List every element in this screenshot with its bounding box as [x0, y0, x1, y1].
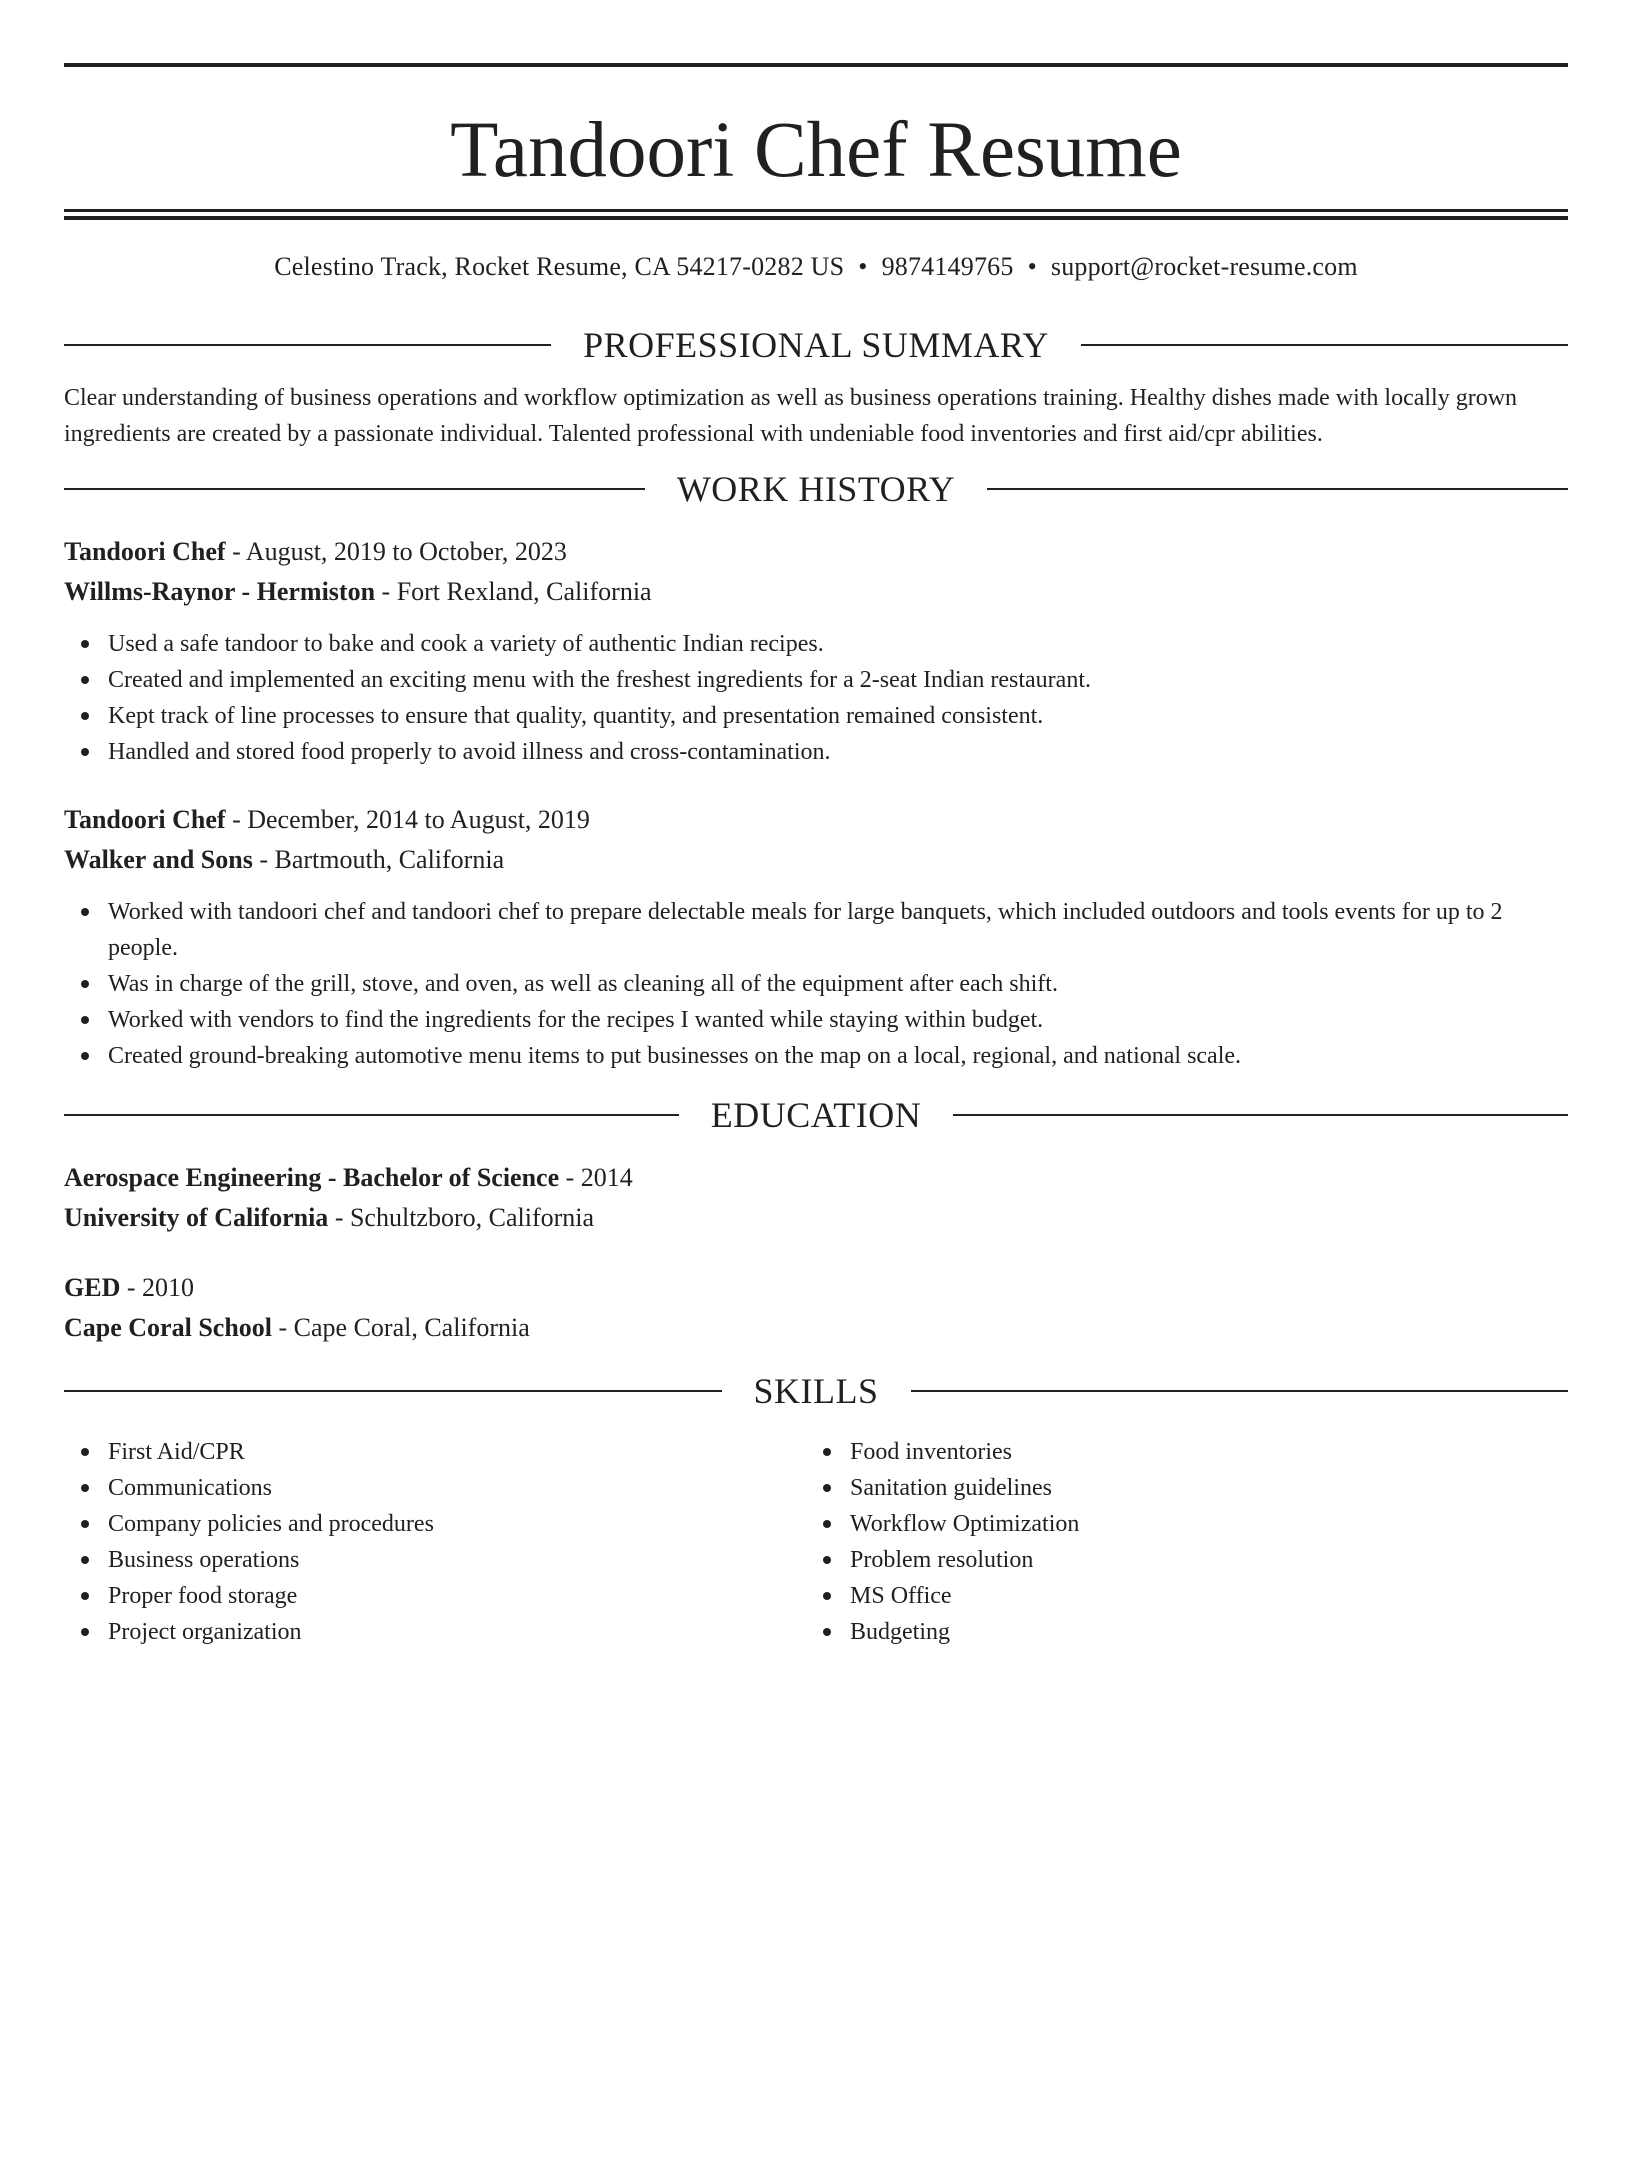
job-employer: Walker and Sons — [64, 845, 253, 874]
skill-item: MS Office — [850, 1578, 1548, 1614]
job-duty-item: Created ground-breaking automotive menu items to put businesses on the map on a local, regional, and national scale. — [108, 1038, 1568, 1074]
job-duty-item: Worked with tandoori chef and tandoori chef to prepare delectable meals for large banquets, which included outdoors and tools events for up to 2 people. — [108, 894, 1568, 966]
job-dates: - December, 2014 to August, 2019 — [225, 805, 590, 834]
contact-separator: • — [1027, 252, 1037, 281]
school-location: - Schultzboro, California — [328, 1203, 595, 1232]
heading-rule — [64, 344, 551, 346]
title-double-rule — [64, 209, 1568, 220]
job-duty-item: Worked with vendors to find the ingredients for the recipes I wanted while staying within budget. — [108, 1002, 1568, 1038]
skill-item: Sanitation guidelines — [850, 1470, 1548, 1506]
skill-item: Business operations — [108, 1542, 806, 1578]
job-title: Tandoori Chef — [64, 805, 226, 834]
degree-year: - 2014 — [559, 1163, 633, 1192]
heading-rule — [953, 1114, 1568, 1116]
job-duty-item: Kept track of line processes to ensure that quality, quantity, and presentation remained consistent. — [108, 698, 1568, 734]
education-entry — [64, 1158, 1568, 1238]
job-title-line — [64, 532, 1568, 572]
job-duties-list — [64, 626, 1568, 770]
top-rule — [64, 63, 1568, 67]
section-heading-skills — [64, 1370, 1568, 1412]
job-duties-list — [64, 894, 1568, 1074]
section-heading-work-history — [64, 468, 1568, 510]
contact-line — [64, 250, 1568, 284]
heading-rule — [1081, 344, 1568, 346]
contact-email: support@rocket-resume.com — [1050, 252, 1358, 281]
job-duty-item: Created and implemented an exciting menu with the freshest ingredients for a 2-seat Indian restaurant. — [108, 662, 1568, 698]
job-location: - Fort Rexland, California — [375, 577, 652, 606]
degree-line — [64, 1158, 1568, 1198]
resume-title: Tandoori Chef Resume — [450, 107, 1182, 194]
education-entry — [64, 1268, 1568, 1348]
section-title: PROFESSIONAL SUMMARY — [583, 325, 1049, 365]
job-duty-item: Used a safe tandoor to bake and cook a variety of authentic Indian recipes. — [108, 626, 1568, 662]
degree-line — [64, 1268, 1568, 1308]
heading-rule — [64, 1390, 722, 1392]
skill-item: Proper food storage — [108, 1578, 806, 1614]
heading-rule — [64, 1114, 679, 1116]
contact-phone: 9874149765 — [881, 252, 1014, 281]
job-title-line — [64, 800, 1568, 840]
section-title: EDUCATION — [710, 1095, 922, 1135]
degree-name: Aerospace Engineering - Bachelor of Science — [64, 1163, 560, 1192]
contact-separator: • — [858, 252, 868, 281]
job-employer-line — [64, 572, 1568, 612]
heading-rule — [987, 488, 1568, 490]
skills-grid — [64, 1434, 1568, 1650]
job-duty-item: Handled and stored food properly to avoid illness and cross-contamination. — [108, 734, 1568, 770]
heading-rule — [911, 1390, 1569, 1392]
skills-list-left — [64, 1434, 806, 1650]
school-line — [64, 1198, 1568, 1238]
section-heading-education — [64, 1094, 1568, 1136]
resume-page — [0, 63, 1632, 2175]
section-title: SKILLS — [753, 1371, 879, 1411]
skill-item: Company policies and procedures — [108, 1506, 806, 1542]
school-name: Cape Coral School — [64, 1313, 272, 1342]
summary-text: Clear understanding of business operations and workflow optimization as well as business operations training. Healthy dishes made with locally grown ingredients are created by a passionate individual. Talented professional with undeniable food inventories and first aid/cpr abilities. — [64, 385, 1518, 447]
job-entry — [64, 532, 1568, 770]
contact-address: Celestino Track, Rocket Resume, CA 54217-0282 US — [274, 252, 845, 281]
job-employer-line — [64, 840, 1568, 880]
degree-name: GED — [64, 1273, 121, 1302]
section-title: WORK HISTORY — [676, 469, 956, 509]
skills-list-right — [806, 1434, 1548, 1650]
skill-item: Problem resolution — [850, 1542, 1548, 1578]
section-heading-summary — [64, 324, 1568, 366]
job-title: Tandoori Chef — [64, 537, 226, 566]
school-name: University of California — [64, 1203, 329, 1232]
skill-item: Food inventories — [850, 1434, 1548, 1470]
skill-item: Communications — [108, 1470, 806, 1506]
job-employer: Willms-Raynor - Hermiston — [64, 577, 376, 606]
heading-rule — [64, 488, 645, 490]
job-dates: - August, 2019 to October, 2023 — [225, 537, 567, 566]
job-location: - Bartmouth, California — [252, 845, 505, 874]
skill-item: First Aid/CPR — [108, 1434, 806, 1470]
job-entry — [64, 800, 1568, 1074]
degree-year: - 2010 — [120, 1273, 195, 1302]
school-line — [64, 1308, 1568, 1348]
skill-item: Budgeting — [850, 1614, 1548, 1650]
school-location: - Cape Coral, California — [272, 1313, 530, 1342]
skill-item: Workflow Optimization — [850, 1506, 1548, 1542]
job-duty-item: Was in charge of the grill, stove, and oven, as well as cleaning all of the equipment after each shift. — [108, 966, 1568, 1002]
skill-item: Project organization — [108, 1614, 806, 1650]
